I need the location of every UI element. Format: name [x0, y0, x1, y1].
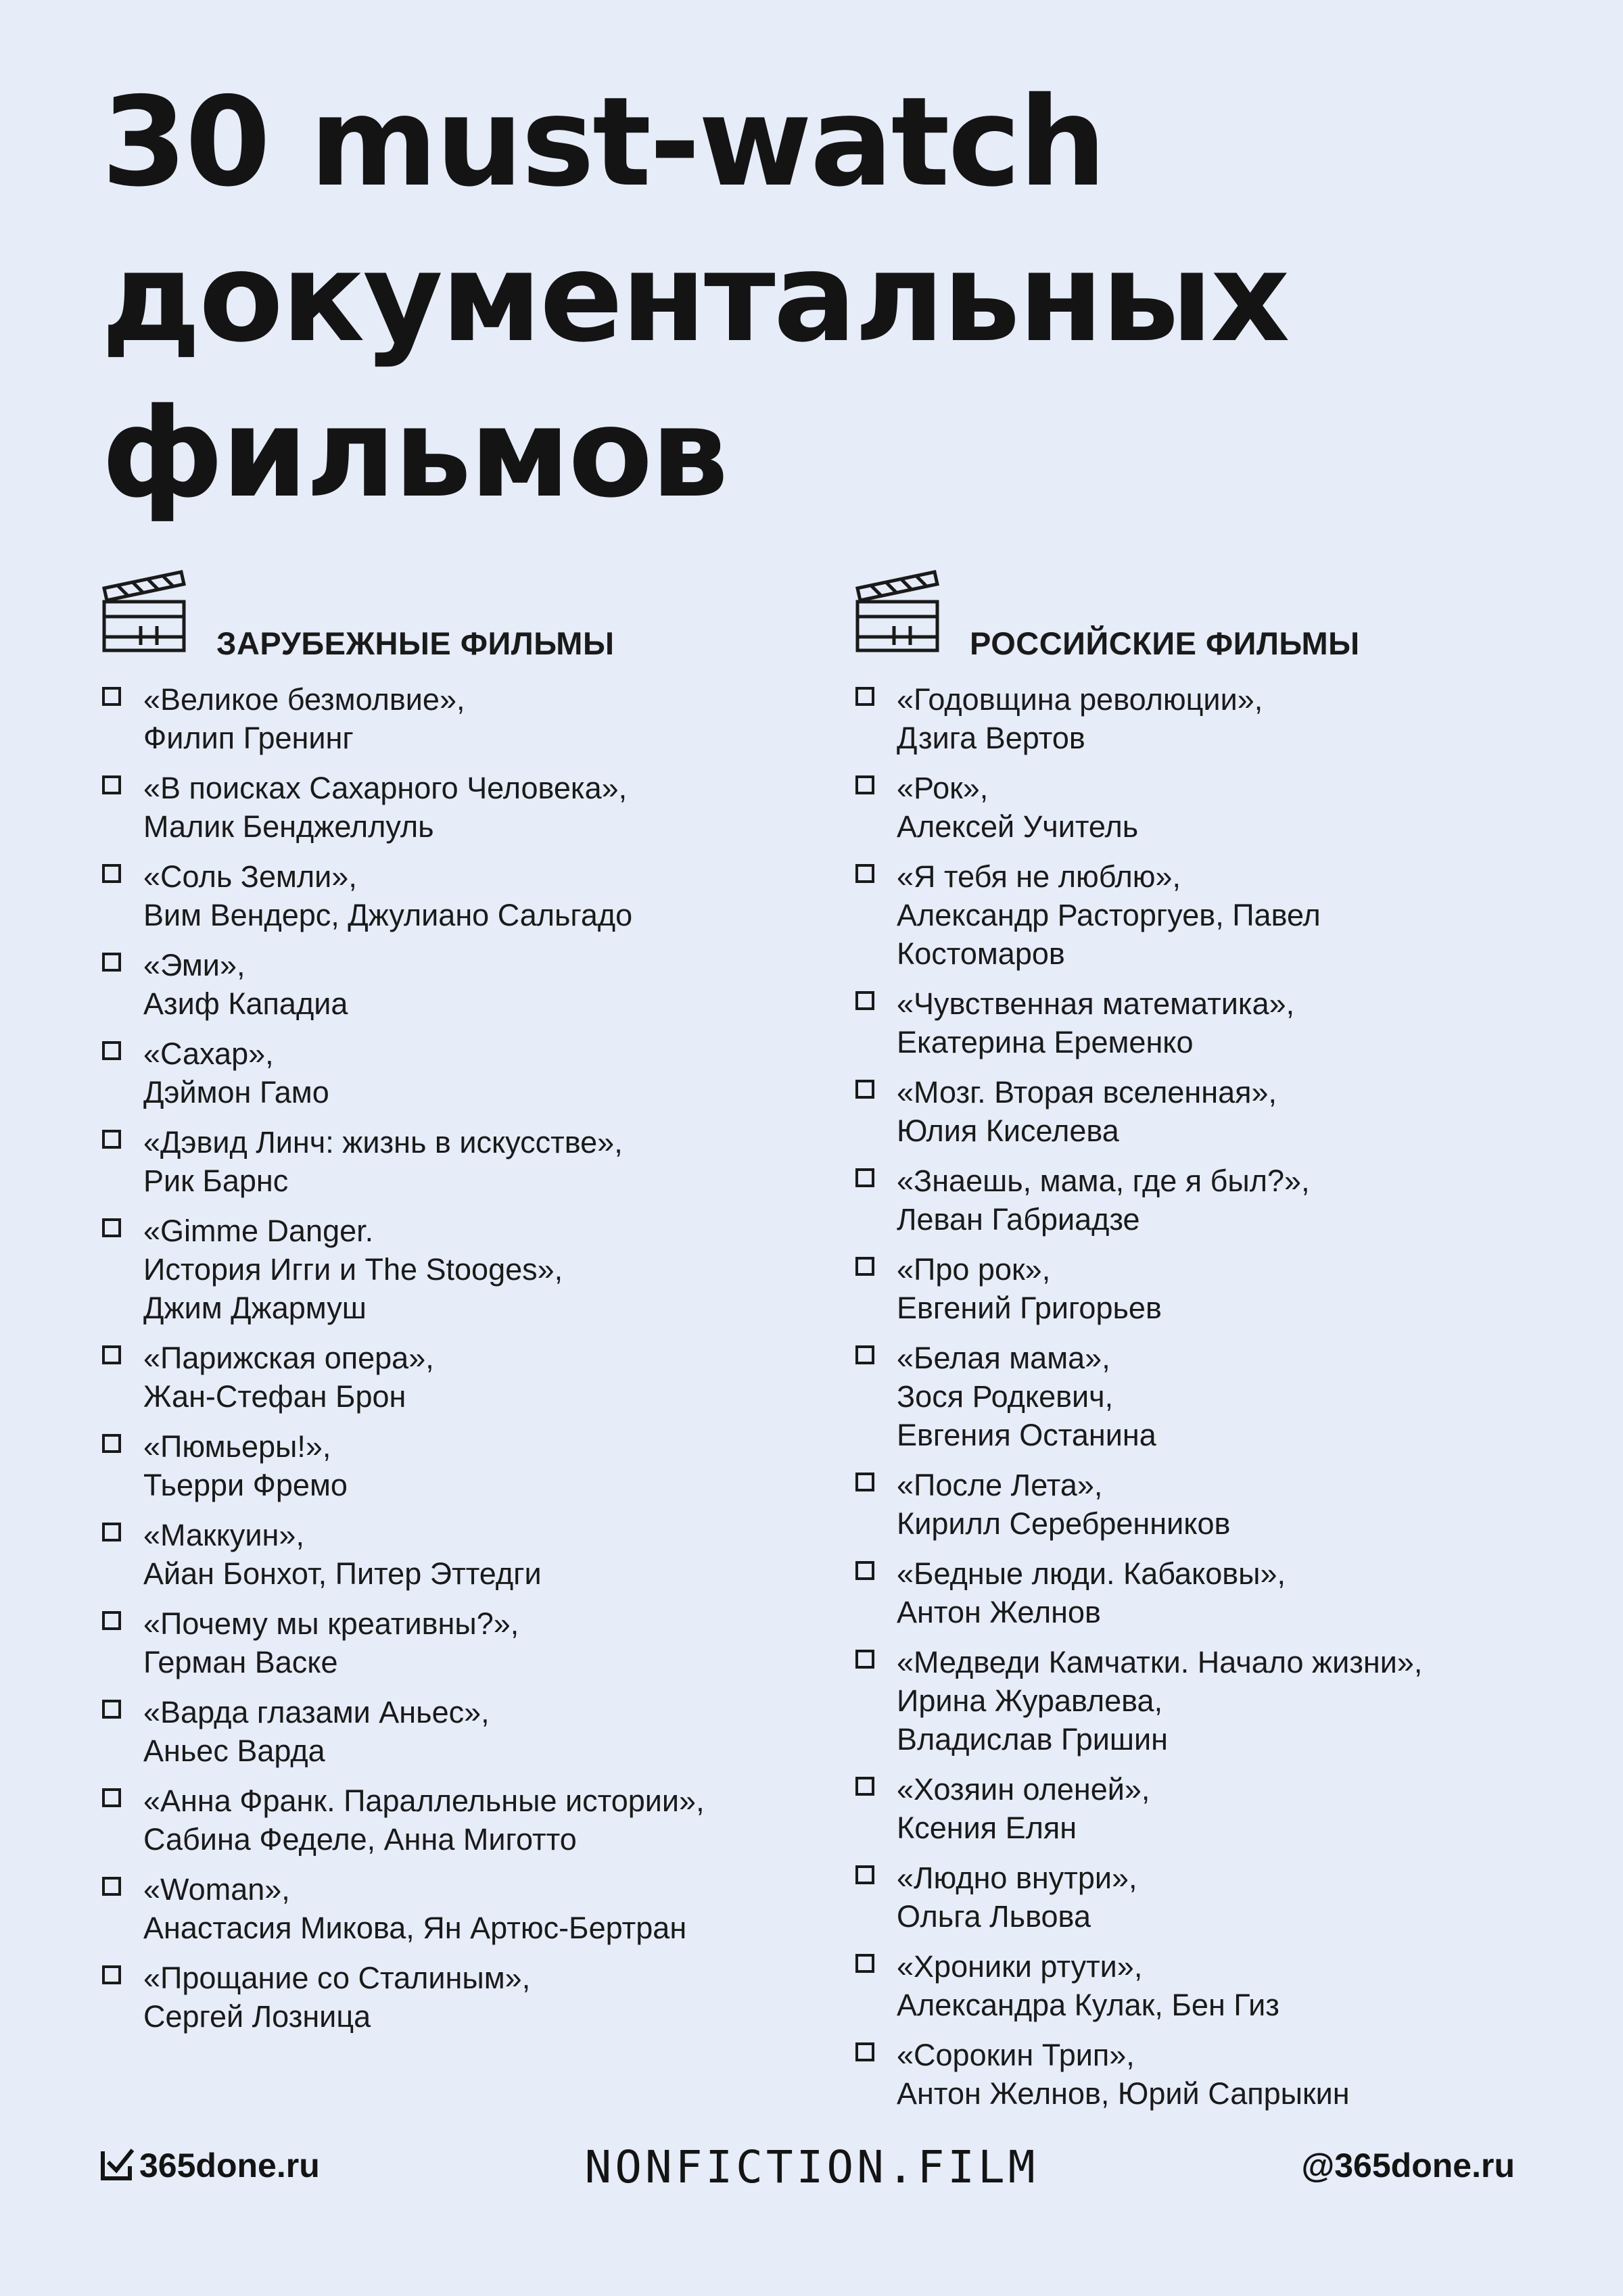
film-author: Сабина Феделе, Анна Миготто	[143, 1822, 577, 1857]
title-line: фильмов	[101, 381, 727, 525]
list-item	[100, 1339, 803, 1416]
checkbox[interactable]	[855, 775, 874, 794]
checkbox[interactable]	[102, 1130, 121, 1149]
checkbox[interactable]	[855, 687, 874, 706]
film-author: Вим Вендерс, Джулиано Сальгадо	[143, 898, 633, 932]
list-item	[853, 1947, 1570, 2024]
footer	[0, 2142, 1623, 2196]
film-author-continued: Евгения Останина	[897, 1418, 1156, 1452]
film-author: Анастасия Микова, Ян Артюс-Бертран	[143, 1911, 687, 1945]
checkbox[interactable]	[855, 2042, 874, 2061]
list-item	[100, 1781, 803, 1859]
footer-site-text: 365done.ru	[139, 2147, 320, 2184]
film-title: «Сорокин Трип»,	[897, 2038, 1135, 2072]
list-item	[853, 2036, 1570, 2113]
film-author: Антон Желнов, Юрий Сапрыкин	[897, 2076, 1350, 2111]
list-item	[100, 1870, 803, 1947]
film-author: Аньес Варда	[143, 1733, 325, 1768]
checkbox[interactable]	[102, 1965, 121, 1984]
film-title: «Знаешь, мама, где я был?»,	[897, 1164, 1310, 1198]
film-title: «Соль Земли»,	[143, 859, 357, 894]
film-title: «Дэвид Линч: жизнь в искусстве»,	[143, 1125, 623, 1159]
checkbox[interactable]	[102, 1877, 121, 1896]
film-title: «Я тебя не люблю»,	[897, 859, 1181, 894]
list-item	[100, 1212, 803, 1327]
footer-handle[interactable]: @365done.ru	[1301, 2147, 1515, 2184]
film-title: «Людно внутри»,	[897, 1861, 1137, 1895]
film-author: Алексей Учитель	[897, 809, 1139, 844]
film-title: «После Лета»,	[897, 1468, 1103, 1502]
list-item	[100, 1604, 803, 1681]
film-author-continued: Костомаров	[897, 936, 1065, 971]
checkbox[interactable]	[855, 1080, 874, 1099]
film-author: Екатерина Еременко	[897, 1025, 1194, 1059]
section-header	[853, 561, 1570, 661]
film-title: «Прощание со Сталиным»,	[143, 1961, 531, 1995]
checkbox[interactable]	[855, 991, 874, 1010]
list-item	[100, 946, 803, 1023]
film-author: Антон Желнов	[897, 1595, 1101, 1629]
film-author: Александр Расторгуев, Павел	[897, 898, 1321, 932]
film-title: «Медведи Камчатки. Начало жизни»,	[897, 1645, 1423, 1679]
list-item	[853, 1073, 1570, 1150]
film-title: «Woman»,	[143, 1872, 290, 1907]
clapperboard-icon	[853, 561, 941, 656]
film-title: «Чувственная математика»,	[897, 986, 1295, 1021]
film-author: Азиф Кападиа	[143, 986, 348, 1021]
list-item	[100, 769, 803, 846]
film-author: Юлия Киселева	[897, 1114, 1119, 1148]
list-item	[853, 1859, 1570, 1936]
russian-films-section	[853, 561, 1570, 2124]
list-item	[853, 1339, 1570, 1454]
foreign-films-section	[100, 561, 803, 2047]
checkbox[interactable]	[855, 1865, 874, 1884]
footer-site-link[interactable]	[100, 2142, 320, 2189]
checkbox[interactable]	[102, 1700, 121, 1719]
film-author: Филип Гренинг	[143, 721, 354, 755]
film-title: «Великое безмолвие»,	[143, 682, 465, 717]
list-item	[853, 1162, 1570, 1239]
section-header	[100, 561, 803, 661]
list-item	[100, 1693, 803, 1770]
film-author: Тьерри Фремо	[143, 1468, 348, 1502]
film-author: Ксения Елян	[897, 1811, 1077, 1845]
film-list	[100, 680, 803, 2036]
film-author: Малик Бенджеллуль	[143, 809, 434, 844]
film-title: «Бедные люди. Кабаковы»,	[897, 1556, 1286, 1591]
film-title: «Маккуин»,	[143, 1518, 304, 1552]
list-item	[853, 1250, 1570, 1327]
list-item	[853, 680, 1570, 757]
film-title: «Мозг. Вторая вселенная»,	[897, 1075, 1277, 1109]
checkbox[interactable]	[855, 1561, 874, 1580]
film-author: Зося Родкевич,	[897, 1379, 1114, 1414]
film-author: Дзига Вертов	[897, 721, 1085, 755]
checkbox[interactable]	[855, 864, 874, 883]
checkbox[interactable]	[855, 1777, 874, 1796]
section-title: ЗАРУБЕЖНЫЕ ФИЛЬМЫ	[216, 625, 615, 661]
film-author: Айан Бонхот, Питер Эттедги	[143, 1556, 542, 1591]
clapperboard-icon	[100, 561, 188, 656]
film-title: «Хозяин оленей»,	[897, 1772, 1150, 1807]
film-author: Александра Кулак, Бен Гиз	[897, 1988, 1279, 2022]
list-item	[100, 1516, 803, 1593]
checkbox[interactable]	[102, 1523, 121, 1541]
checkbox[interactable]	[102, 1611, 121, 1630]
film-title: «Gimme Danger.	[143, 1214, 374, 1248]
title-line: 30 must-watch	[101, 70, 1105, 214]
checkbox[interactable]	[855, 1168, 874, 1187]
film-title: «Анна Франк. Параллельные истории»,	[143, 1784, 705, 1818]
film-author: Жан-Стефан Брон	[143, 1379, 406, 1414]
film-title: «Пюмьеры!»,	[143, 1429, 331, 1464]
film-author: Леван Габриадзе	[897, 1202, 1140, 1237]
film-title: «В поисках Сахарного Человека»,	[143, 771, 628, 805]
section-title: РОССИЙСКИЕ ФИЛЬМЫ	[970, 625, 1360, 661]
list-item	[100, 857, 803, 934]
film-author: Сергей Лозница	[143, 1999, 371, 2034]
film-author: Ольга Львова	[897, 1899, 1091, 1934]
film-author-continued: Владислав Гришин	[897, 1722, 1168, 1756]
list-item	[853, 769, 1570, 846]
nonfiction-logo: NONFICTION.FILM	[584, 2141, 1039, 2193]
film-title: «Рок»,	[897, 771, 989, 805]
checkbox-check-icon	[100, 2146, 135, 2181]
film-title: «Хроники ртути»,	[897, 1949, 1143, 1984]
film-title: «Сахар»,	[143, 1036, 274, 1071]
checkbox[interactable]	[102, 687, 121, 706]
film-list	[853, 680, 1570, 2113]
film-author: Дэймон Гамо	[143, 1075, 329, 1109]
film-title: «Эми»,	[143, 948, 245, 982]
film-author: Ирина Журавлева,	[897, 1683, 1163, 1718]
checkbox[interactable]	[102, 953, 121, 972]
film-title: «Белая мама»,	[897, 1341, 1110, 1375]
checkbox[interactable]	[102, 775, 121, 794]
checkbox[interactable]	[855, 1257, 874, 1276]
film-title: «Про рок»,	[897, 1252, 1051, 1287]
film-author: Рик Барнс	[143, 1164, 289, 1198]
film-title: «Парижская опера»,	[143, 1341, 434, 1375]
film-title: «Почему мы креативны?»,	[143, 1606, 519, 1641]
list-item	[100, 1959, 803, 2036]
list-item	[853, 1770, 1570, 1847]
checkbox[interactable]	[102, 1041, 121, 1060]
list-item	[853, 984, 1570, 1061]
list-item	[853, 1643, 1570, 1759]
title-line: документальных	[101, 226, 1288, 369]
list-item	[100, 1427, 803, 1504]
checkbox[interactable]	[855, 1473, 874, 1491]
checkbox[interactable]	[855, 1650, 874, 1669]
film-title-continued: История Игги и The Stooges»,	[143, 1252, 563, 1287]
checkbox[interactable]	[102, 864, 121, 883]
list-item	[100, 1123, 803, 1200]
list-item	[853, 1554, 1570, 1631]
film-author: Герман Васке	[143, 1645, 338, 1679]
film-author: Джим Джармуш	[143, 1291, 367, 1325]
checkbox[interactable]	[102, 1218, 121, 1237]
checkbox[interactable]	[102, 1788, 121, 1807]
checkbox[interactable]	[855, 1345, 874, 1364]
page-title	[101, 64, 1555, 531]
list-item	[100, 680, 803, 757]
checkbox[interactable]	[102, 1434, 121, 1453]
checkbox[interactable]	[102, 1345, 121, 1364]
checkbox[interactable]	[855, 1954, 874, 1973]
list-item	[853, 857, 1570, 973]
film-author: Кирилл Серебренников	[897, 1506, 1231, 1541]
film-title: «Годовщина революции»,	[897, 682, 1263, 717]
list-item	[100, 1034, 803, 1111]
list-item	[853, 1466, 1570, 1543]
film-author: Евгений Григорьев	[897, 1291, 1162, 1325]
film-title: «Варда глазами Аньес»,	[143, 1695, 490, 1729]
